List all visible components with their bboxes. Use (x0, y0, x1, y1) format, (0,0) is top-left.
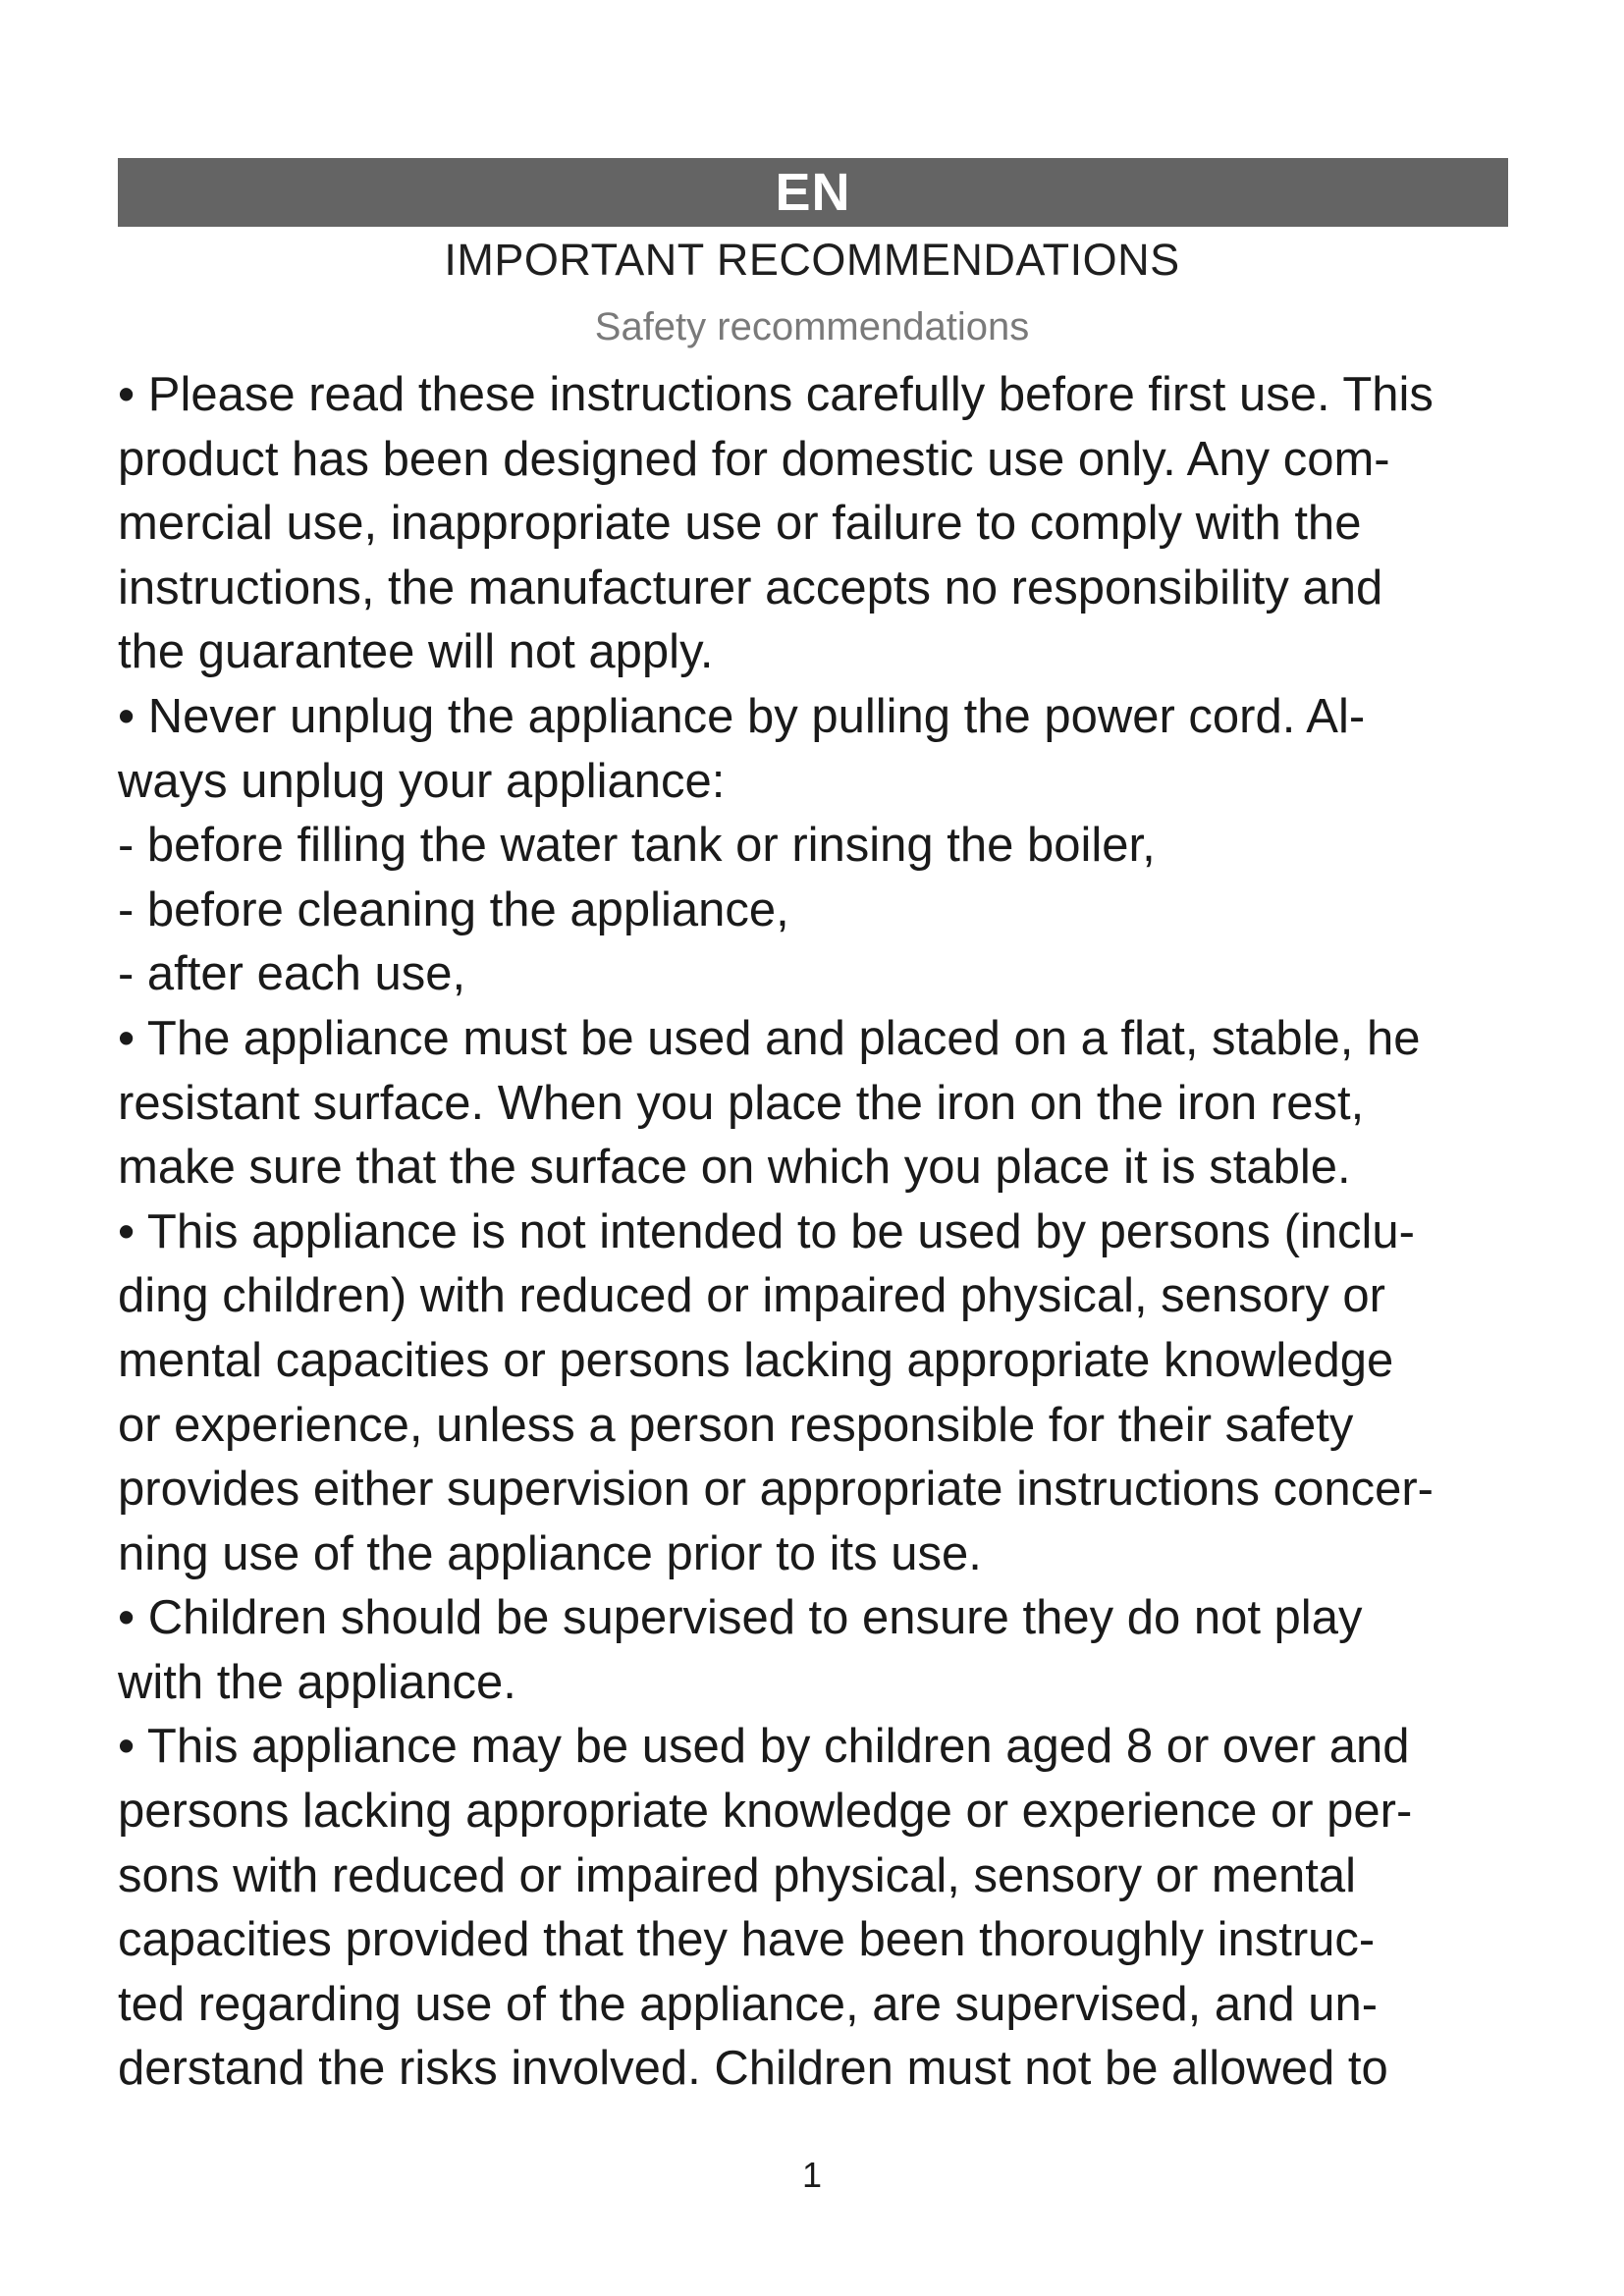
text-line: sons with reduced or impaired physical, sensory or mental (118, 1848, 1356, 1902)
text-line: ways unplug your appliance: (118, 754, 726, 808)
text-line: persons lacking appropriate knowledge or experience or per- (118, 1785, 1413, 1839)
text-line: • Please read these instructions carefully before first use. This (118, 368, 1434, 421)
body-text (118, 363, 1591, 2102)
text-line: the guarantee will not apply. (118, 625, 714, 679)
text-line: • The appliance must be used and placed on a flat, stable, he (118, 1011, 1421, 1065)
text-line: ted regarding use of the appliance, are supervised, and un- (118, 1977, 1379, 2031)
text-line: - before filling the water tank or rinsing the boiler, (118, 819, 1156, 873)
language-code: EN (775, 163, 851, 222)
text-line: • This appliance is not intended to be used by persons (inclu- (118, 1204, 1415, 1258)
language-header-bar (118, 158, 1508, 227)
text-line: or experience, unless a person responsible for their safety (118, 1398, 1354, 1452)
text-line: - before cleaning the appliance, (118, 882, 789, 936)
page-number: 1 (801, 2155, 823, 2195)
text-line: capacities provided that they have been thoroughly instruc- (118, 1913, 1376, 1967)
text-line: with the appliance. (118, 1655, 516, 1709)
section-subtitle: Safety recommendations (594, 305, 1030, 348)
text-line: make sure that the surface on which you place it is stable. (118, 1141, 1351, 1195)
page-title: IMPORTANT RECOMMENDATIONS (444, 235, 1180, 285)
text-line: ning use of the appliance prior to its use. (118, 1526, 982, 1580)
text-line: • Never unplug the appliance by pulling the power cord. Al- (118, 689, 1366, 743)
text-line: ding children) with reduced or impaired physical, sensory or (118, 1269, 1385, 1323)
text-line: resistant surface. When you place the iron on the iron rest, (118, 1076, 1365, 1130)
text-line: • This appliance may be used by children aged 8 or over and (118, 1720, 1410, 1774)
text-line: product has been designed for domestic use only. Any com- (118, 432, 1390, 486)
text-line: mercial use, inappropriate use or failure to comply with the (118, 497, 1362, 551)
text-line: mental capacities or persons lacking appropriate knowledge (118, 1333, 1394, 1387)
text-line: - after each use, (118, 947, 466, 1001)
text-line: instructions, the manufacturer accepts no responsibility and (118, 561, 1383, 614)
text-line: • Children should be supervised to ensure they do not play (118, 1591, 1363, 1645)
text-line: derstand the risks involved. Children must not be allowed to (118, 2042, 1388, 2096)
text-line: provides either supervision or appropriate instructions concer- (118, 1463, 1434, 1517)
